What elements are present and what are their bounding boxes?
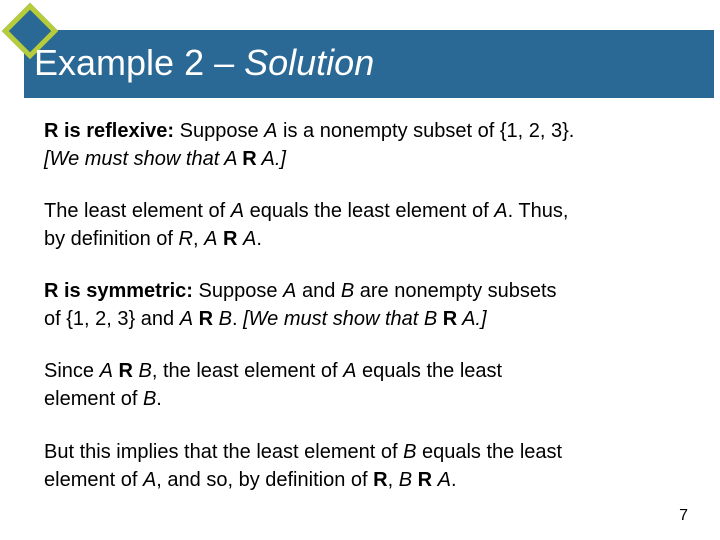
paragraph-since: Since A R B, the least element of A equals the least element of B. xyxy=(44,360,503,410)
paragraph-conclusion: But this implies that the least element of B equals the least element of A, and so, by definition of R, B R A. xyxy=(44,441,563,491)
slide-body xyxy=(44,117,704,518)
paragraph-reflexive: R is reflexive: Suppose A is a nonempty subset of {1, 2, 3}. [We must show that A R A.] xyxy=(44,120,575,170)
paragraph-symmetric: R is symmetric: Suppose A and B are nonempty subsets of {1, 2, 3} and A R B. [We must show that B R A.] xyxy=(44,280,557,330)
slide-title: Example 2 – Solution xyxy=(34,42,375,83)
page-number: 7 xyxy=(679,507,688,524)
paragraph-least-element: The least element of A equals the least element of A. Thus, by definition of R, A R A. xyxy=(44,200,569,250)
